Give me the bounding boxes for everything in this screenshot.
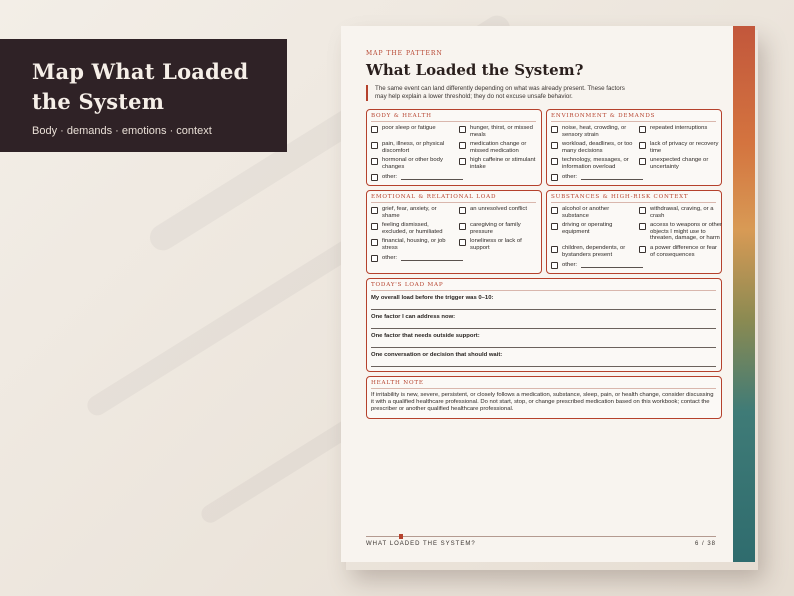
section-title: ENVIRONMENT & DEMANDS: [551, 113, 716, 122]
panel-subtitle: Body · demands · emotions · context: [32, 125, 212, 137]
checkbox[interactable]: [459, 158, 466, 165]
checklist-item[interactable]: [459, 206, 543, 219]
checklist-item[interactable]: [639, 245, 723, 258]
checkbox[interactable]: [551, 142, 558, 149]
checklist-item[interactable]: [371, 222, 455, 235]
section-substances-context: [546, 190, 722, 274]
checklist-item[interactable]: [639, 206, 723, 219]
panel-title-line1: Map What Loaded: [32, 59, 249, 84]
other-label: other:: [382, 174, 398, 181]
checklist-item[interactable]: [551, 157, 635, 170]
page-number: 6 / 38: [694, 541, 716, 547]
checklist: [371, 125, 536, 171]
item-label: children, dependents, or bystanders present: [562, 245, 626, 258]
item-label: unexpected change or uncertainty: [650, 157, 709, 170]
item-label: an unresolved conflict: [470, 206, 527, 213]
section-environment-demands: [546, 109, 722, 186]
section-row-1: [366, 109, 722, 186]
checklist-item[interactable]: [371, 157, 455, 170]
item-label: caregiving or family pressure: [470, 222, 521, 235]
other-field[interactable]: [551, 261, 716, 269]
checkbox[interactable]: [459, 126, 466, 133]
item-label: hormonal or other body changes: [382, 157, 443, 170]
checkbox[interactable]: [639, 126, 646, 133]
item-label: withdrawal, craving, or a crash: [650, 206, 714, 219]
other-label: other:: [382, 255, 398, 262]
other-field[interactable]: [371, 255, 536, 263]
item-label: a power difference or fear of consequences: [650, 245, 718, 258]
section-title: EMOTIONAL & RELATIONAL LOAD: [371, 194, 536, 203]
checklist-item[interactable]: [459, 157, 543, 170]
title-panel: [0, 39, 287, 152]
item-label: driving or operating equipment: [562, 222, 613, 235]
checkbox[interactable]: [459, 142, 466, 149]
workbook-page: [341, 26, 755, 562]
write-in-line[interactable]: [371, 301, 716, 310]
watercolor-page-edge: [733, 26, 755, 562]
checklist-item[interactable]: [459, 125, 543, 138]
checkbox[interactable]: [551, 223, 558, 230]
checklist-item[interactable]: [371, 238, 455, 251]
other-label: other:: [562, 261, 578, 268]
other-label: other:: [562, 174, 578, 181]
checklist-item[interactable]: [371, 206, 455, 219]
write-in-line[interactable]: [581, 174, 643, 180]
panel-title: [32, 57, 287, 117]
footer-marker: [399, 534, 403, 539]
checkbox[interactable]: [371, 255, 378, 262]
other-field[interactable]: [371, 174, 536, 182]
checkbox[interactable]: [371, 174, 378, 181]
checkbox[interactable]: [639, 142, 646, 149]
item-label: technology, messages, or information overload: [562, 157, 629, 170]
write-in-line[interactable]: [371, 320, 716, 329]
checklist: [551, 206, 723, 258]
other-field[interactable]: [551, 174, 716, 182]
section-emotional-relational: [366, 190, 542, 274]
checklist-item[interactable]: [459, 238, 543, 251]
write-in-line[interactable]: [371, 339, 716, 348]
checklist-item[interactable]: [459, 141, 543, 154]
section-row-2: [366, 190, 722, 274]
page-heading: What Loaded the System?: [366, 61, 584, 79]
checklist-item[interactable]: [639, 141, 723, 154]
section-health-note: [366, 376, 722, 419]
checklist-item[interactable]: [551, 222, 635, 242]
checkbox[interactable]: [639, 207, 646, 214]
checkbox[interactable]: [371, 126, 378, 133]
checklist-item[interactable]: [551, 125, 635, 138]
checklist-item[interactable]: [459, 222, 543, 235]
health-note-text: If irritability is new, severe, persistent, or closely follows a medication, substance, sleep, pain, or health change, consider discussing it with a qualified healthcare professional. Do not start, stop, or change prescribed medication based on this workbook; contact the prescriber or another qualified healthcare professional.: [371, 391, 714, 413]
checkbox[interactable]: [459, 239, 466, 246]
checklist-item[interactable]: [371, 125, 455, 138]
item-label: financial, housing, or job stress: [382, 238, 446, 252]
item-label: poor sleep or fatigue: [382, 125, 436, 131]
field-label: One conversation or decision that should wait:: [371, 351, 503, 358]
write-in-line[interactable]: [371, 358, 716, 367]
checklist-item[interactable]: [371, 141, 455, 154]
checklist: [371, 206, 536, 252]
checkbox[interactable]: [459, 207, 466, 214]
checkbox[interactable]: [371, 223, 378, 230]
section-title: BODY & HEALTH: [371, 113, 536, 122]
checkbox[interactable]: [551, 262, 558, 269]
item-label: high caffeine or stimulant intake: [470, 157, 536, 170]
checkbox[interactable]: [551, 246, 558, 253]
panel-title-line2: the System: [32, 89, 165, 114]
write-in-line[interactable]: [401, 174, 463, 180]
checkbox[interactable]: [371, 158, 378, 165]
checklist-item[interactable]: [639, 125, 723, 138]
checklist-item[interactable]: [551, 245, 635, 258]
item-label: access to weapons or other objects I might use to threaten, damage, or harm: [650, 222, 723, 242]
checklist-item[interactable]: [551, 206, 635, 219]
section-title: SUBSTANCES & HIGH-RISK CONTEXT: [551, 194, 716, 203]
checkbox[interactable]: [371, 207, 378, 214]
write-in-line[interactable]: [581, 262, 643, 268]
checkbox[interactable]: [459, 223, 466, 230]
section-title: HEALTH NOTE: [371, 380, 716, 389]
checkbox[interactable]: [639, 158, 646, 165]
page-footer: [366, 536, 716, 547]
item-label: grief, fear, anxiety, or shame: [382, 206, 437, 219]
checkbox[interactable]: [551, 126, 558, 133]
field-label: My overall load before the trigger was 0–10:: [371, 294, 494, 301]
section-title: TODAY'S LOAD MAP: [371, 282, 716, 291]
checkbox[interactable]: [639, 223, 646, 230]
checkbox[interactable]: [371, 142, 378, 149]
item-label: noise, heat, crowding, or sensory strain: [562, 125, 627, 138]
item-label: repeated interruptions: [650, 125, 708, 131]
section-body-health: [366, 109, 542, 186]
item-label: hunger, thirst, or missed meals: [470, 125, 533, 138]
field-label: One factor I can address now:: [371, 313, 456, 320]
item-label: workload, deadlines, or too many decisions: [562, 141, 633, 154]
checklist-item[interactable]: [551, 141, 635, 154]
item-label: pain, illness, or physical discomfort: [382, 141, 445, 154]
checkbox[interactable]: [551, 158, 558, 165]
item-label: loneliness or lack of support: [470, 238, 522, 252]
page-intro: The same event can land differently depending on what was already present. These factors may help explain a lower threshold; they do not excuse unsafe behavior.: [366, 85, 631, 101]
item-label: medication change or missed medication: [470, 141, 527, 154]
section-load-map: [366, 278, 722, 372]
item-label: alcohol or another substance: [562, 206, 610, 219]
field-label: One factor that needs outside support:: [371, 332, 480, 339]
item-label: lack of privacy or recovery time: [650, 141, 719, 154]
footer-label: WHAT LOADED THE SYSTEM?: [366, 541, 476, 547]
checkbox[interactable]: [551, 174, 558, 181]
item-label: feeling dismissed, excluded, or humiliated: [382, 222, 443, 235]
checklist-item[interactable]: [639, 222, 723, 242]
page-eyebrow: MAP THE PATTERN: [366, 50, 443, 57]
checklist-item[interactable]: [639, 157, 723, 170]
checkbox[interactable]: [639, 246, 646, 253]
write-in-line[interactable]: [401, 255, 463, 261]
checkbox[interactable]: [551, 207, 558, 214]
checklist: [551, 125, 719, 171]
page-content: [366, 50, 722, 419]
checkbox[interactable]: [371, 239, 378, 246]
